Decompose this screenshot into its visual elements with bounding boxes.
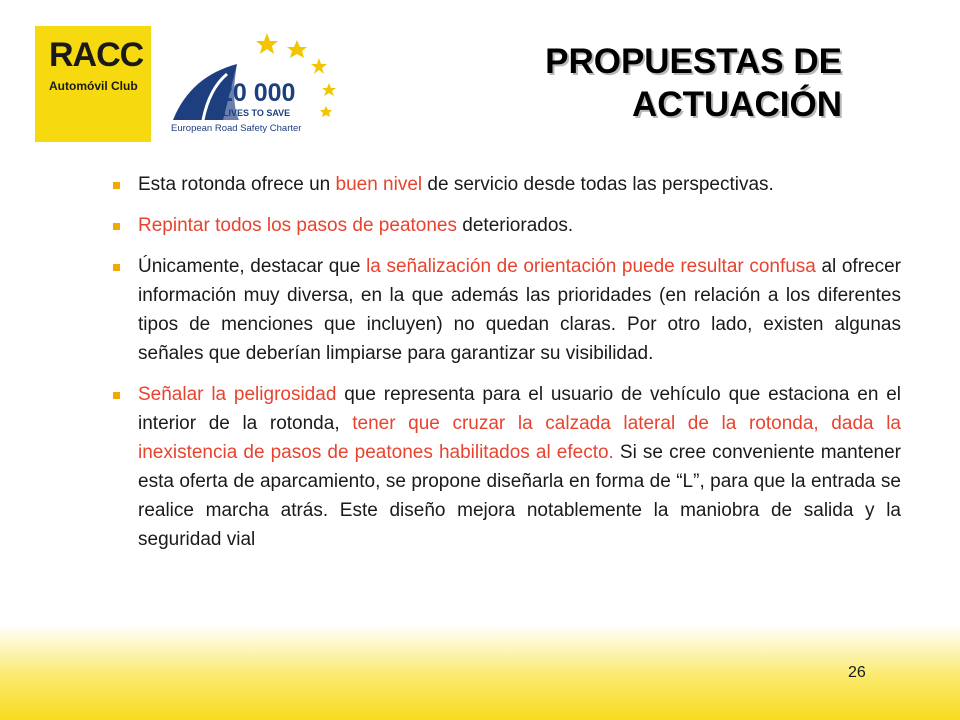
racc-logo-subtitle: Automóvil Club (49, 79, 138, 93)
bullet-item (113, 211, 901, 240)
page-number: 26 (848, 664, 866, 681)
bullet-highlight: tener que cruzar la calzada lateral de la rotonda, dada la inexistencia de pasos de peatones habilitados al efecto. (138, 413, 901, 463)
bullet-text: Únicamente, destacar que (138, 256, 367, 277)
bullet-highlight: la señalización de orientación puede resultar confusa (366, 256, 816, 277)
bullet-text: deteriorados. (457, 215, 574, 236)
bullet-text: que representa para el usuario de vehículo que estaciona en el interior de la rotonda, (138, 384, 901, 434)
racc-logo-name: RACC (49, 36, 144, 74)
bullet-text: de servicio desde todas las perspectivas. (422, 174, 774, 195)
bullet-marker (113, 392, 120, 399)
charter-tagline: LIVES TO SAVE (223, 108, 291, 118)
bullet-item (113, 170, 901, 199)
title-line-1: PROPUESTAS DE (545, 42, 842, 81)
bullet-marker (113, 182, 120, 189)
charter-number: 20 000 (219, 79, 296, 107)
bullet-item (113, 380, 901, 554)
racc-logo (35, 26, 151, 142)
charter-caption: European Road Safety Charter (171, 123, 302, 134)
title-line-2: ACTUACIÓN (632, 85, 842, 124)
bottom-gradient-band (0, 625, 960, 720)
bullet-marker (113, 264, 120, 271)
bullet-highlight: buen nivel (335, 174, 423, 195)
bullet-item (113, 252, 901, 368)
bullet-list (113, 170, 901, 566)
bullet-highlight: Señalar la peligrosidad (138, 384, 337, 405)
bullet-text: Esta rotonda ofrece un (138, 174, 336, 195)
bullet-marker (113, 223, 120, 230)
road-safety-charter-logo (163, 28, 348, 138)
bullet-highlight: Repintar todos los pasos de peatones (138, 215, 457, 236)
page-title (422, 40, 842, 126)
bullet-text: Si se cree conveniente mantener esta oferta de aparcamiento, se propone diseñarla en forma de “L”, para que la entrada se realice marcha atrás. Este diseño mejora notablemente la maniobra de salida y la seguridad vial (138, 442, 902, 550)
bullet-text: al ofrecer información muy diversa, en la que además las prioridades (en relación a los diferentes tipos de menciones que incluyen) no quedan claras. Por otro lado, existen algunas señales que deberían limpiarse para garantizar su visibilidad. (138, 256, 901, 364)
